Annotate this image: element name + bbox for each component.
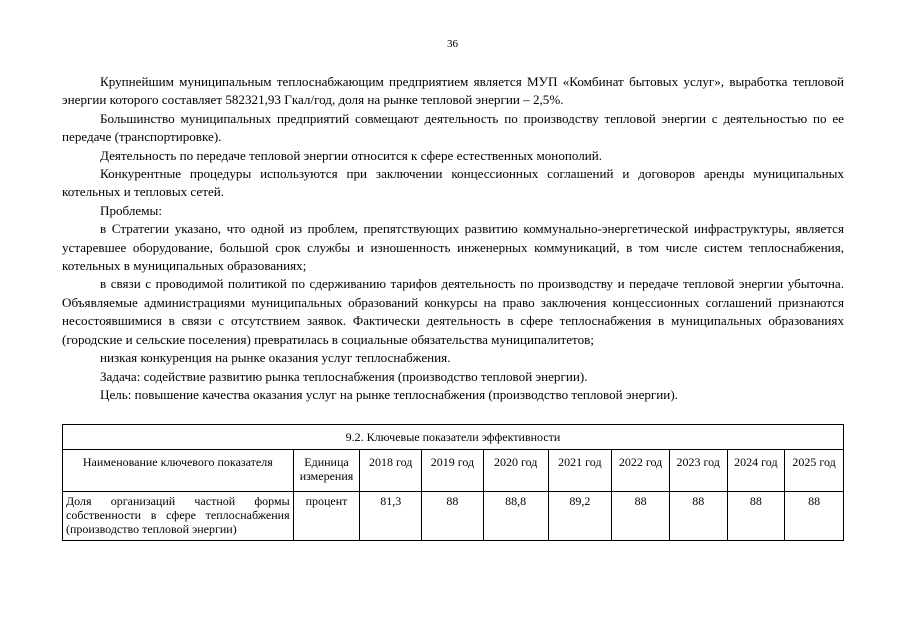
paragraph-goal: Цель: повышение качества оказания услуг на рынке теплоснабжения (производство тепловой энергии). (100, 386, 678, 402)
table-caption: 9.2. Ключевые показатели эффективности (63, 425, 844, 450)
paragraph-problems-heading: Проблемы: (100, 202, 162, 218)
kpi-table (62, 424, 844, 541)
header-indicator-name: Наименование ключевого показателя (63, 450, 294, 492)
cell-value-2018: 81,3 (360, 492, 422, 541)
cell-indicator-name: Доля организаций частной формы собственности в сфере теплоснабжения (производство тепловой энергии) (63, 492, 294, 541)
cell-value-2023: 88 (669, 492, 727, 541)
cell-value-2022: 88 (612, 492, 670, 541)
cell-value-2024: 88 (727, 492, 785, 541)
header-year-2025: 2025 год (785, 450, 844, 492)
header-year-2019: 2019 год (422, 450, 484, 492)
header-year-2020: 2020 год (483, 450, 548, 492)
header-year-2018: 2018 год (360, 450, 422, 492)
header-year-2024: 2024 год (727, 450, 785, 492)
cell-value-2025: 88 (785, 492, 844, 541)
paragraph-combined-activity: Большинство муниципальных предприятий совмещают деятельность по производству тепловой энергии с деятельностью по ее передаче (транспортировке). (62, 110, 844, 145)
table-row (63, 492, 844, 541)
page-number: 36 (447, 38, 458, 50)
paragraph-natural-monopoly: Деятельность по передаче тепловой энергии относится к сфере естественных монополий. (100, 147, 603, 163)
header-year-2022: 2022 год (612, 450, 670, 492)
cell-value-2020: 88,8 (483, 492, 548, 541)
paragraph-competitive-procedures: Конкурентные процедуры используются при заключении концессионных соглашений и договоров аренды муниципальных котельных и тепловых сетей. (62, 166, 844, 200)
body-text (62, 73, 844, 404)
cell-value-2019: 88 (422, 492, 484, 541)
paragraph-problem-equipment: в Стратегии указано, что одной из проблем, препятствующих развитию коммунально-энергетической инфраструктуры, является устаревшее оборудование, большой срок службы и изношенность инженерных коммуникаций, в том числе систем теплоснабжения, котельных в муниципальных образованиях; (62, 221, 844, 274)
paragraph-problem-tariffs: в связи с проводимой политикой по сдерживанию тарифов деятельность по производству и передаче тепловой энергии убыточна. Объявляемые администрациями муниципальных образований конкурсы на право заключения концессионных соглашений признаются несостоявшимися в связи с отсутствием заявок. Фактически деятельность в сфере теплоснабжения в муниципальных образованиях (городские и сельские поселения) превратилась в социальные обязательства муниципалитетов; (62, 276, 844, 347)
header-year-2023: 2023 год (669, 450, 727, 492)
header-year-2021: 2021 год (548, 450, 612, 492)
paragraph-largest-enterprise: Крупнейшим муниципальным теплоснабжающим предприятием является МУП «Комбинат бытовых услуг», выработка тепловой энергии которого составляет 582321,93 Гкал/год, доля на рынке тепловой энергии – 2,5%. (62, 74, 844, 108)
header-unit: Единица измерения (293, 450, 360, 492)
cell-unit: процент (293, 492, 360, 541)
paragraph-task: Задача: содействие развитию рынка теплоснабжения (производство тепловой энергии). (100, 368, 588, 384)
paragraph-problem-competition: низкая конкуренция на рынке оказания услуг теплоснабжения. (100, 350, 451, 366)
cell-value-2021: 89,2 (548, 492, 612, 541)
